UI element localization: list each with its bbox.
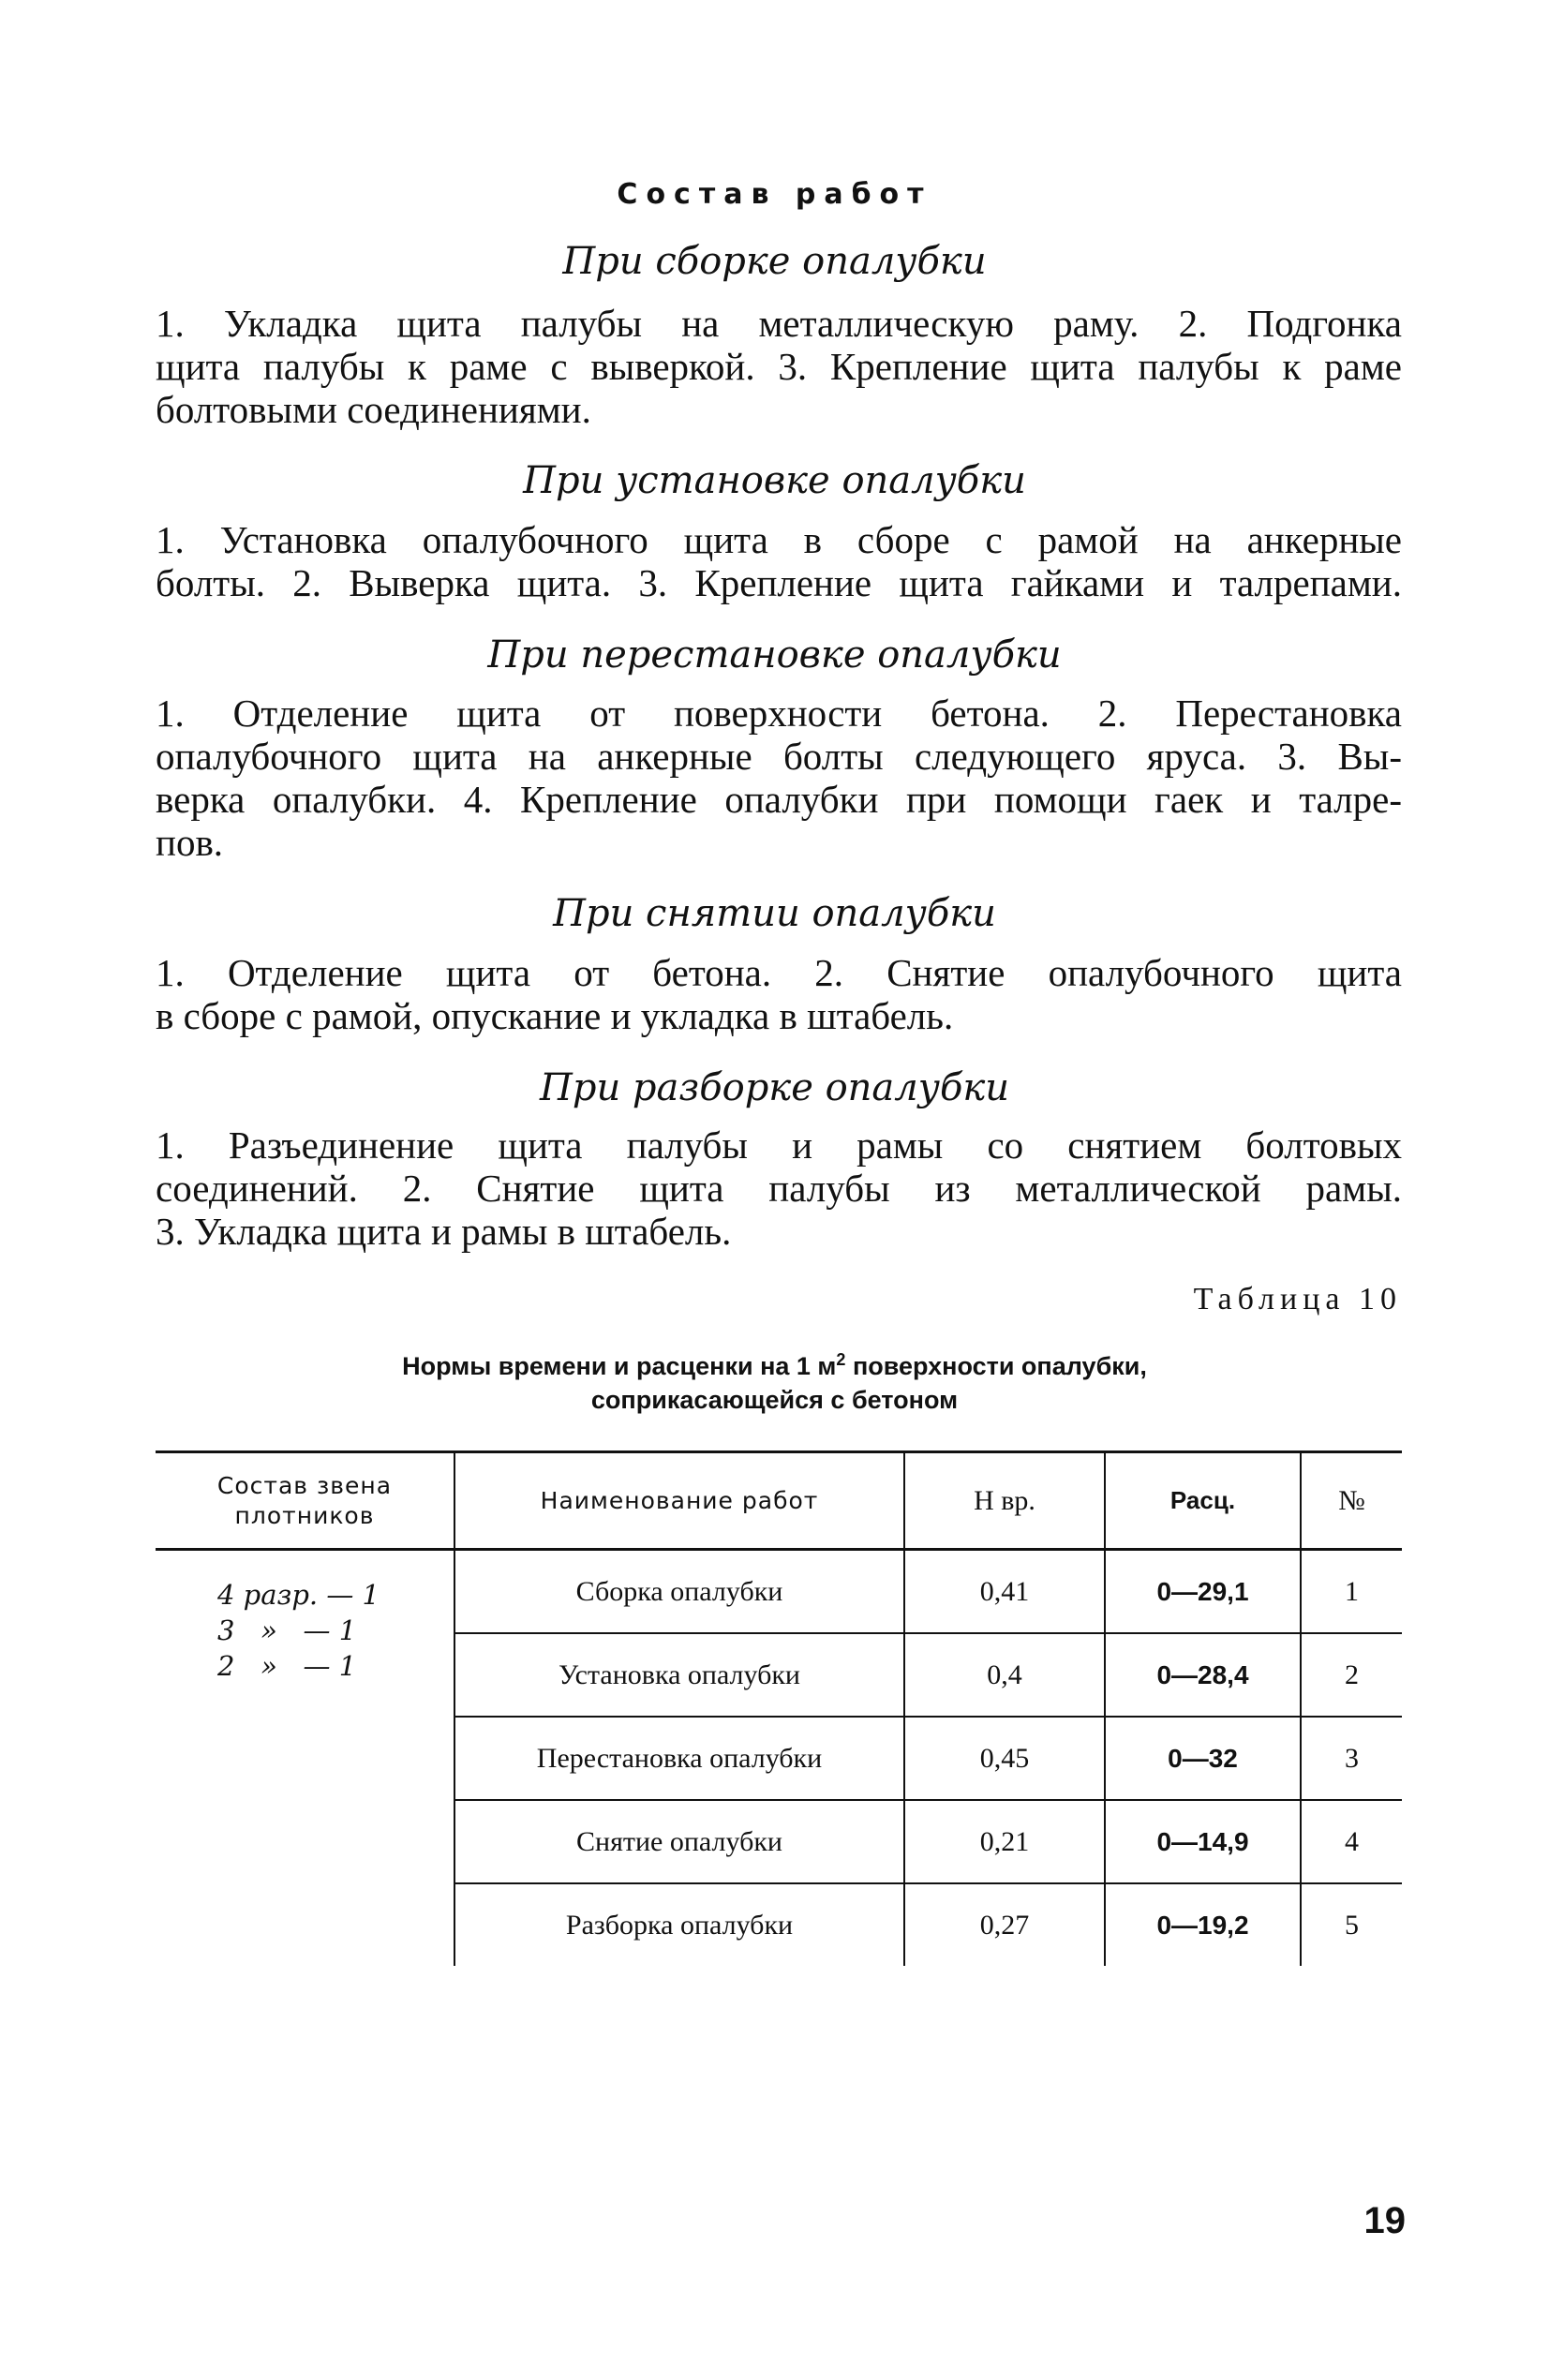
cell-number: 5 — [1345, 1909, 1359, 1941]
text-line: болтовыми соединениями. — [156, 388, 591, 431]
text-line: верка опалубки. 4. Крепление опалубки при помощи гаек и талре- — [156, 778, 1402, 821]
caption-superscript: 2 — [836, 1350, 846, 1369]
cell-number: 2 — [1345, 1659, 1359, 1690]
cell-norm: 0,45 — [979, 1742, 1030, 1774]
section-heading-assembly: При сборке опалубки — [562, 240, 987, 283]
crew-line: 4 разр. — 1 — [217, 1579, 380, 1611]
crew-line: 3 » — 1 — [217, 1614, 357, 1646]
header-crew — [156, 1453, 454, 1548]
table-caption — [0, 1349, 1549, 1417]
cell-rate: 0—32 — [1168, 1743, 1238, 1773]
section-heading-removal: При снятии опалубки — [553, 892, 996, 935]
cell-rate: 0—28,4 — [1156, 1659, 1249, 1689]
page-number: 19 — [1363, 2200, 1406, 2241]
caption-text: Нормы времени и расценки на 1 м — [402, 1352, 837, 1380]
header-crew-line: плотников — [234, 1501, 375, 1529]
cell-work: Разборка опалубки — [565, 1909, 794, 1941]
section-heading-installation: При установке опалубки — [523, 459, 1026, 502]
cell-work: Снятие опалубки — [576, 1825, 782, 1857]
text-line: 3. Укладка щита и рамы в штабель. — [156, 1210, 732, 1253]
text-line: 1. Отделение щита от бетона. 2. Снятие опалубочного щита — [156, 951, 1402, 994]
cell-norm: 0,27 — [979, 1909, 1030, 1941]
cell-norm: 0,41 — [979, 1575, 1030, 1607]
cell-rate: 0—19,2 — [1156, 1910, 1249, 1940]
header-crew-line: Состав звена — [216, 1471, 393, 1499]
text-line: опалубочного щита на анкерные болты следующего яруса. 3. Вы- — [156, 735, 1402, 778]
section-title: Состав работ — [617, 178, 932, 211]
section-text-assembly — [156, 302, 1402, 431]
caption-text: поверхности опалубки, — [845, 1352, 1147, 1380]
crew-composition — [217, 1577, 442, 1684]
cell-number: 1 — [1345, 1575, 1359, 1607]
crew-line: 2 » — 1 — [217, 1650, 357, 1682]
header-work: Наименование работ — [540, 1486, 819, 1514]
cell-number: 3 — [1345, 1742, 1359, 1774]
table-caption-line2: соприкасающейся с бетоном — [590, 1386, 959, 1414]
text-line: 1. Разъединение щита палубы и рамы со снятием болтовых — [156, 1123, 1402, 1167]
section-text-relocation — [156, 692, 1402, 864]
text-line: 1. Установка опалубочного щита в сборе с рамой на анкерные — [156, 518, 1402, 561]
text-line: в сборе с рамой, опускание и укладка в штабель. — [156, 994, 954, 1037]
cell-work: Сборка опалубки — [575, 1575, 783, 1607]
section-text-disassembly — [156, 1123, 1402, 1253]
text-line: пов. — [156, 821, 224, 864]
table-caption-line1 — [0, 1349, 1549, 1383]
cell-number: 4 — [1345, 1825, 1359, 1857]
section-heading-disassembly: При разборке опалубки — [539, 1066, 1010, 1109]
text-line: 1. Отделение щита от поверхности бетона. 2. Перестановка — [156, 692, 1402, 735]
text-line: 1. Укладка щита палубы на металлическую раму. 2. Подгонка — [156, 302, 1402, 345]
section-text-removal — [156, 951, 1402, 1037]
text-line: щита палубы к раме с выверкой. 3. Крепление щита палубы к раме — [156, 345, 1402, 388]
cell-rate: 0—29,1 — [1156, 1576, 1249, 1606]
text-line: болты. 2. Выверка щита. 3. Крепление щита гайками и талрепами. — [156, 561, 1402, 604]
section-text-installation — [156, 518, 1402, 604]
cell-rate: 0—14,9 — [1156, 1826, 1249, 1856]
cell-work: Перестановка опалубки — [536, 1742, 823, 1774]
text-line: соединений. 2. Снятие щита палубы из металлической рамы. — [156, 1167, 1402, 1210]
table-label: Таблица 10 — [1193, 1282, 1402, 1316]
cell-work: Установка опалубки — [558, 1659, 800, 1690]
header-rate: Расц. — [1169, 1486, 1236, 1514]
header-norm: Н вр. — [974, 1484, 1035, 1516]
header-number: № — [1338, 1484, 1365, 1516]
section-heading-relocation: При перестановке опалубки — [487, 633, 1062, 677]
cell-norm: 0,21 — [979, 1825, 1030, 1857]
cell-norm: 0,4 — [987, 1659, 1022, 1690]
